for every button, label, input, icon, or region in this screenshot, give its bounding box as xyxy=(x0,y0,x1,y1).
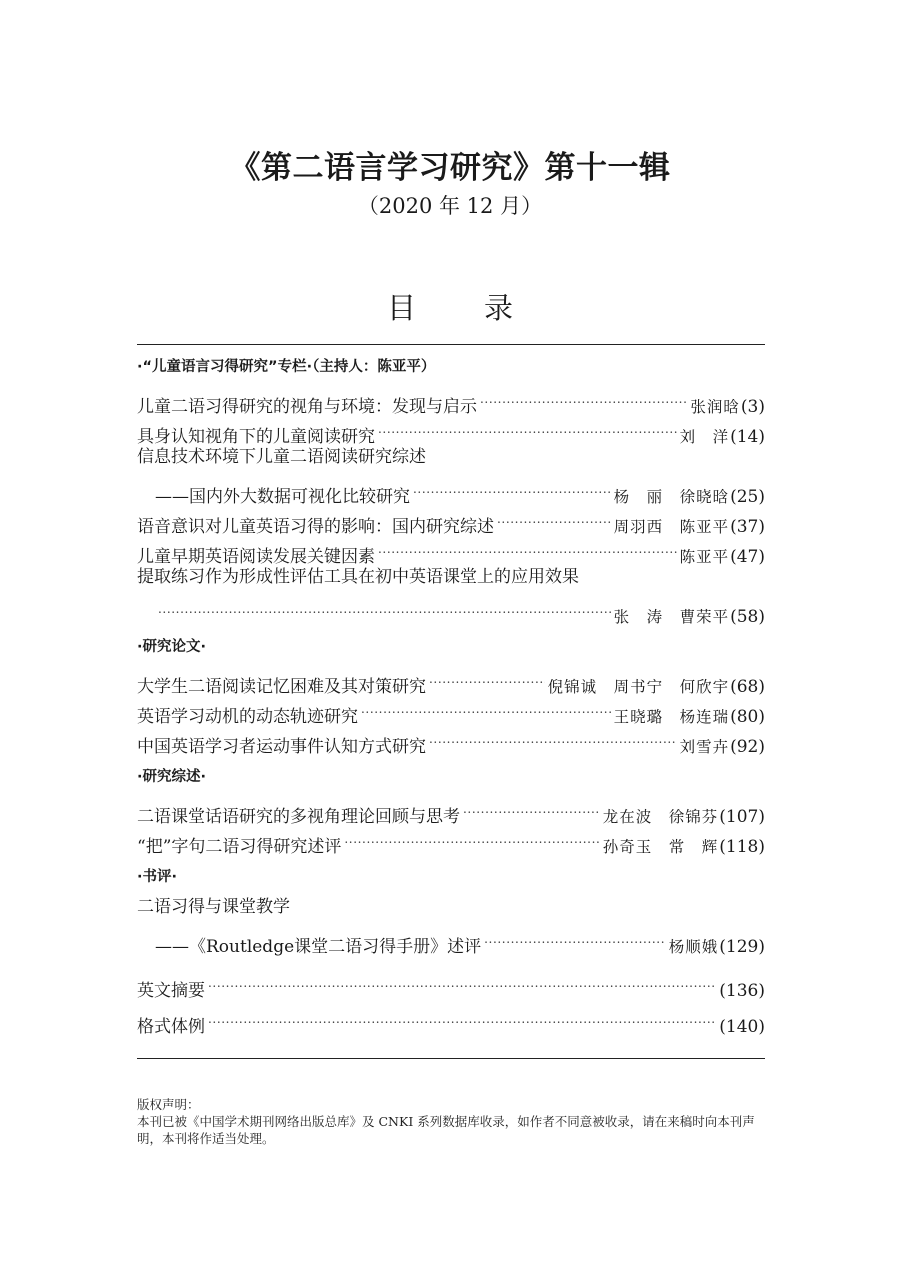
toc-heading-char-1: 目 xyxy=(386,291,416,325)
dot-leader xyxy=(361,692,611,722)
entry-page: (92) xyxy=(730,737,765,757)
dot-leader xyxy=(378,412,677,442)
entry-title: 二语课堂话语研究的多视角理论回顾与思考 xyxy=(137,807,460,827)
dot-leader xyxy=(413,472,611,502)
entry-author: 杨顺娥 xyxy=(668,938,719,956)
entry-author: 龙在波 徐锦芬 xyxy=(602,808,719,826)
section-heading: ·“儿童语言习得研究”专栏·（主持人：陈亚平） xyxy=(137,359,436,375)
entry-author: 刘雪卉 xyxy=(679,738,730,756)
toc-entry[interactable] xyxy=(137,382,765,417)
toc-entry-abstracts[interactable] xyxy=(137,966,765,1001)
entry-page: (140) xyxy=(719,1017,765,1037)
section-heading: ·研究论文· xyxy=(137,639,207,655)
dot-leader xyxy=(158,592,611,622)
entry-page: (47) xyxy=(730,547,765,567)
entry-page: (68) xyxy=(730,677,765,697)
entry-title: 大学生二语阅读记忆困难及其对策研究 xyxy=(137,677,426,697)
toc-entry-format[interactable] xyxy=(137,1002,765,1037)
entry-author: 张 涛 曹荣平 xyxy=(613,608,730,626)
entry-title[interactable]: 二语习得与课堂教学 xyxy=(137,897,290,917)
entry-title[interactable]: 信息技术环境下儿童二语阅读研究综述 xyxy=(137,447,426,467)
dot-leader xyxy=(208,966,715,996)
entry-page: (107) xyxy=(719,807,765,827)
dot-leader xyxy=(344,822,599,852)
entry-author: 倪锦诚 周书宁 何欣宇 xyxy=(547,678,730,696)
entry-title: 格式体例 xyxy=(137,1017,205,1037)
section-heading: ·书评· xyxy=(137,869,178,885)
dot-leader xyxy=(497,502,611,532)
section-heading: ·研究综述· xyxy=(137,769,207,785)
entry-page: (80) xyxy=(730,707,765,727)
copyright-notice xyxy=(137,1096,765,1147)
entry-author: 刘 洋 xyxy=(679,428,730,446)
entry-author: 王晓璐 杨连瑞 xyxy=(613,708,730,726)
notice-body: 本刊已被《中国学术期刊网络出版总库》及 CNKI 系列数据库收录，如作者不同意被收录，请在来稿时向本刊声明，本刊将作适当处理。 xyxy=(137,1114,755,1146)
entry-title: 中国英语学习者运动事件认知方式研究 xyxy=(137,737,426,757)
entry-page: (3) xyxy=(740,397,765,417)
entry-title: 具身认知视角下的儿童阅读研究 xyxy=(137,427,375,447)
dot-leader xyxy=(429,722,677,752)
entry-title: 语音意识对儿童英语习得的影响：国内研究综述 xyxy=(137,517,494,537)
entry-title: 英文摘要 xyxy=(137,981,205,1001)
notice-heading: 版权声明： xyxy=(137,1097,200,1112)
issue-date: （2020 年 12 月） xyxy=(357,194,543,218)
entry-title: “把”字句二语习得研究述评 xyxy=(137,837,342,857)
entry-subtitle: ——国内外大数据可视化比较研究 xyxy=(155,487,410,507)
entry-title[interactable]: 提取练习作为形成性评估工具在初中英语课堂上的应用效果 xyxy=(137,567,579,587)
entry-page: (129) xyxy=(719,937,765,957)
toc-heading xyxy=(0,286,900,327)
toc-entry[interactable] xyxy=(137,792,765,827)
entry-page: (25) xyxy=(730,487,765,507)
dot-leader xyxy=(378,532,677,562)
entry-subtitle: ——《Routledge课堂二语习得手册》述评 xyxy=(155,937,482,957)
dot-leader xyxy=(480,382,687,412)
entry-page: (58) xyxy=(730,607,765,627)
dot-leader xyxy=(463,792,600,822)
entry-title: 英语学习动机的动态轨迹研究 xyxy=(137,707,358,727)
entry-page: (118) xyxy=(719,837,765,857)
entry-title: 儿童二语习得研究的视角与环境：发现与启示 xyxy=(137,397,477,417)
dot-leader xyxy=(429,662,545,692)
entry-author: 陈亚平 xyxy=(679,548,730,566)
entry-page: (37) xyxy=(730,517,765,537)
entry-page: (136) xyxy=(719,981,765,1001)
journal-title: 《第二语言学习研究》第十一辑 xyxy=(229,150,671,186)
entry-author: 杨 丽 徐晓晗 xyxy=(613,488,730,506)
table-of-contents xyxy=(137,352,765,1037)
top-rule xyxy=(137,344,765,345)
dot-leader xyxy=(208,1002,715,1032)
entry-title: 儿童早期英语阅读发展关键因素 xyxy=(137,547,375,567)
entry-author: 张润晗 xyxy=(690,398,740,416)
toc-entry[interactable] xyxy=(137,472,765,507)
entry-author: 孙奇玉 常 辉 xyxy=(602,838,719,856)
toc-entry[interactable] xyxy=(137,662,765,697)
entry-author: 周羽西 陈亚平 xyxy=(613,518,730,536)
toc-heading-char-2: 录 xyxy=(484,291,514,325)
bottom-rule xyxy=(137,1058,765,1059)
dot-leader xyxy=(484,922,666,952)
toc-entry[interactable] xyxy=(137,592,765,627)
entry-page: (14) xyxy=(730,427,765,447)
toc-entry[interactable] xyxy=(137,922,765,957)
